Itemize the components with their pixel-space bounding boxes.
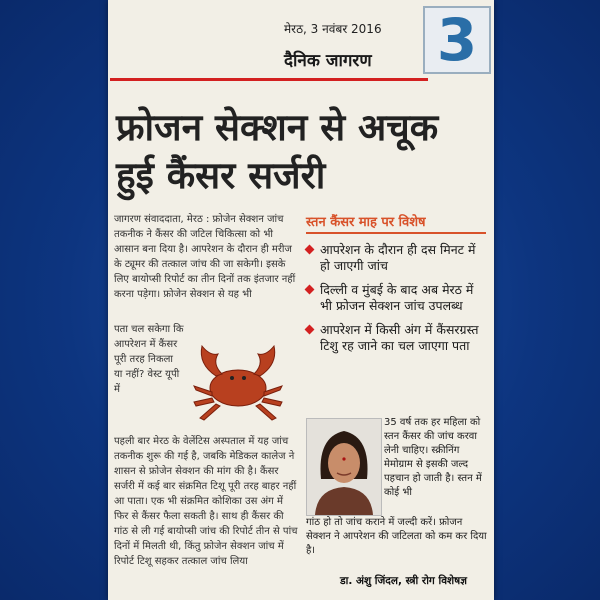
red-rule xyxy=(110,78,428,81)
article-side-text: पता चल सकेगा कि आपरेशन में कैंसर पूरी तरह निकला या नहीं? वेस्ट यूपी में xyxy=(114,324,184,395)
headline: फ्रोजन सेक्शन से अचूक हुई कैंसर सर्जरी xyxy=(116,106,439,197)
page-number: 3 xyxy=(423,6,491,74)
box-title: स्तन कैंसर माह पर विशेष xyxy=(306,212,486,234)
paper-name: दैनिक जागरण xyxy=(284,51,372,71)
portrait-photo xyxy=(306,418,382,516)
date-line: मेरठ, 3 नवंबर 2016 xyxy=(284,22,382,36)
bullet-item: दिल्ली व मुंबई के बाद अब मेरठ में भी फ्रोजन सेक्शन जांच उपलब्ध xyxy=(306,282,486,314)
article-body: पहली बार मेरठ के वेलेंटिस अस्पताल में यह जांच तकनीक शुरू की गई है, जबकि मेडिकल कालेज ने शासन से फ्रोजेन सेक्शन की मांग की है। कैंसर सर्जरी में कई बार संक्रमित टिशू पूरी तरह बाहर नहीं आ पाता। एक भी संक्रमित कोशिका उस अंग में फिर से कैंसर फैला सकती है। साथ ही कैंसर की गांठ से ली गई बायोप्सी जांच की रिपोर्ट तीन से पांच दिनों में मिलती थी, किंतु फ्रोजेन सेक्शन जांच में रिपोर्ट टिशू सहकर तत्काल जांच लिया xyxy=(114,436,298,567)
sidebar-text-continued: गांठ हो तो जांच कराने में जल्दी करें। फ्रोजन सेक्शन ने आपरेशन की जटिलता को कम कर दिया है। xyxy=(306,517,487,556)
article-intro: जागरण संवाददाता, मेरठ : फ्रोजेन सेक्शन जांच तकनीक ने कैंसर की जटिल चिकित्सा को भी आसान बना दिया है। आपरेशन के दौरान ही मरीज के ट्यूमर की तत्काल जांच की जा सकेगी। इसके लिए बायोप्सी रिपोर्ट का तीन दिनों तक इंतजार नहीं करना पड़ेगा। फ्रोजेन सेक्शन से यह भी xyxy=(114,214,296,300)
bullet-item: आपरेशन में किसी अंग में कैंसरग्रस्त टिशु रह जाने का चल जाएगा पता xyxy=(306,322,486,354)
author-credit: डा. अंशु जिंदल, स्त्री रोग विशेषज्ञ xyxy=(340,575,467,587)
newspaper-page xyxy=(108,0,494,600)
bullet-item: आपरेशन के दौरान ही दस मिनट में हो जाएगी जांच xyxy=(306,242,486,274)
highlight-box xyxy=(306,212,486,354)
sidebar-text: 35 वर्ष तक हर महिला को स्तन कैंसर की जांच करवा लेनी चाहिए। स्क्रीनिंग मेमोग्राम से इसकी जल्द पहचान हो जाती है। स्तन में कोई भी xyxy=(384,417,482,498)
crab-icon xyxy=(188,336,288,426)
